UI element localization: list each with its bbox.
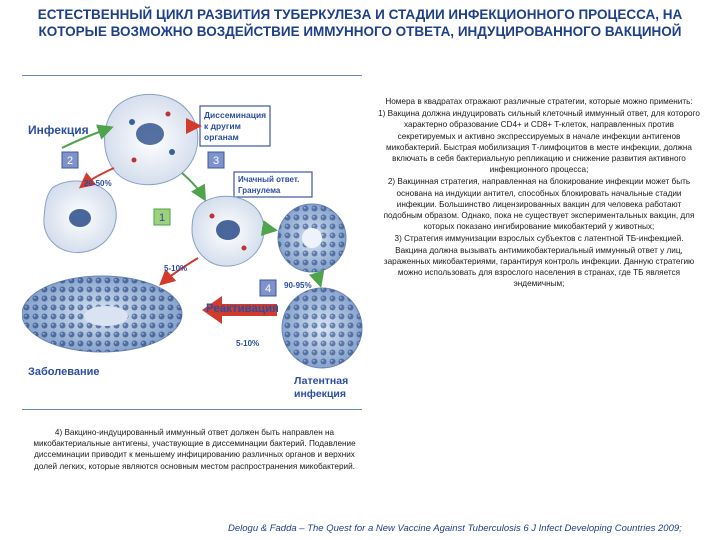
granuloma-small xyxy=(278,204,346,272)
svg-text:4: 4 xyxy=(264,283,272,295)
svg-text:1: 1 xyxy=(158,212,166,224)
initial-response-label-1: Ичачный ответ. xyxy=(238,175,300,184)
strategy-box-4 xyxy=(260,280,276,296)
dissemination-label-3: органам xyxy=(204,132,239,142)
strategy-item-4: 4) Вакцино-индуцированный иммунный ответ должен быть направлен на микобактериальные антигены, участвующие в диссеминации бактерий. Подавление диссеминации приводит к меньшему инфицированию различных органов и верхних долей легких, которые являются основным местом распространения микобактерий. xyxy=(33,428,356,471)
disease-label: Заболевание xyxy=(28,366,100,378)
arrow-to-right xyxy=(182,173,204,198)
pct-5-10-b: 5-10% xyxy=(236,339,260,348)
citation: Delogu & Fadda – The Quest for a New Vaccine Against Tuberculosis 6 J Infect Developing Countries 2009; xyxy=(228,523,682,534)
strategies-text xyxy=(378,96,700,290)
bottom-divider xyxy=(22,409,362,410)
reactivation-label: Реактивация xyxy=(206,303,279,315)
page-title: ЕСТЕСТВЕННЫЙ ЦИКЛ РАЗВИТИЯ ТУБЕРКУЛЕЗА И СТАДИИ ИНФЕКЦИОННОГО ПРОЦЕССА, НА КОТОРЫЕ ВОЗМОЖНО ВОЗДЕЙСТВИЕ ИММУННОГО ОТВЕТА, ИНДУЦИРОВАННОГО ВАКЦИНОЙ xyxy=(37,7,683,39)
alveolar-cell xyxy=(44,181,116,253)
granuloma-latent xyxy=(282,288,362,368)
infected-macrophage xyxy=(105,94,198,184)
strategy-box-3 xyxy=(208,152,224,168)
svg-text:3: 3 xyxy=(212,155,220,167)
strategies-intro: Номера в квадратах отражают различные стратегии, которые можно применить: xyxy=(385,97,693,106)
svg-text:2: 2 xyxy=(66,155,74,167)
pct-5-10-a: 5-10% xyxy=(164,264,188,273)
latent-label-1: Латентная xyxy=(294,375,349,387)
strategy-box-1 xyxy=(154,209,170,225)
strategy-item-1: 1) Вакцина должна индуцировать сильный клеточный иммунный ответ, для которого характерно образование CD4+ и CD8+ T-клеток, направленных против секретируемых и активно экспрессируемых в начале инфекции антигенов микобактерий. Быстрая мобилизация Т-лимфоцитов в месте инфекции, должна включать в себя бактериальную репликацию и снижение развития активного инфекционного процесса; xyxy=(378,109,700,175)
strategy-item-3: 3) Стратегия иммунизации взрослых субъектов с латентной ТБ-инфекцией. Вакцина должна вызывать антимикобактериальный иммунный ответ у лиц, зараженных микобактериями, гарантируя контроль инфекции. Данную стратегию можно использовать для взрослого населения в странах, где ТБ является эндемичным; xyxy=(383,234,695,289)
pct-20-50: 20-50% xyxy=(84,179,112,188)
strategy-item-2: 2) Вакцинная стратегия, направленная на блокирование инфекции может быть основана на индукции антител, способных блокировать начальные стадии инфекции. Большинство лицензированных вакцин для человека работают подобным образом. Однако, пока не существует экспериментальных вакцин, для которых показано ингибирование микобактерий у животных; xyxy=(383,177,695,232)
tb-cycle-diagram xyxy=(22,78,382,408)
macrophage-cell xyxy=(192,196,264,266)
dissemination-label-1: Диссеминация xyxy=(204,110,267,120)
initial-response-label-2: Гранулема xyxy=(238,186,281,195)
arrow-to-latent xyxy=(317,274,320,284)
granuloma-disease xyxy=(22,276,182,352)
dissemination-label-2: к другим xyxy=(204,121,241,131)
top-divider xyxy=(22,75,362,76)
infection-label: Инфекция xyxy=(28,123,89,137)
latent-label-2: инфекция xyxy=(294,388,346,400)
pct-90-95: 90-95% xyxy=(284,281,312,290)
strategy-box-2 xyxy=(62,152,78,168)
